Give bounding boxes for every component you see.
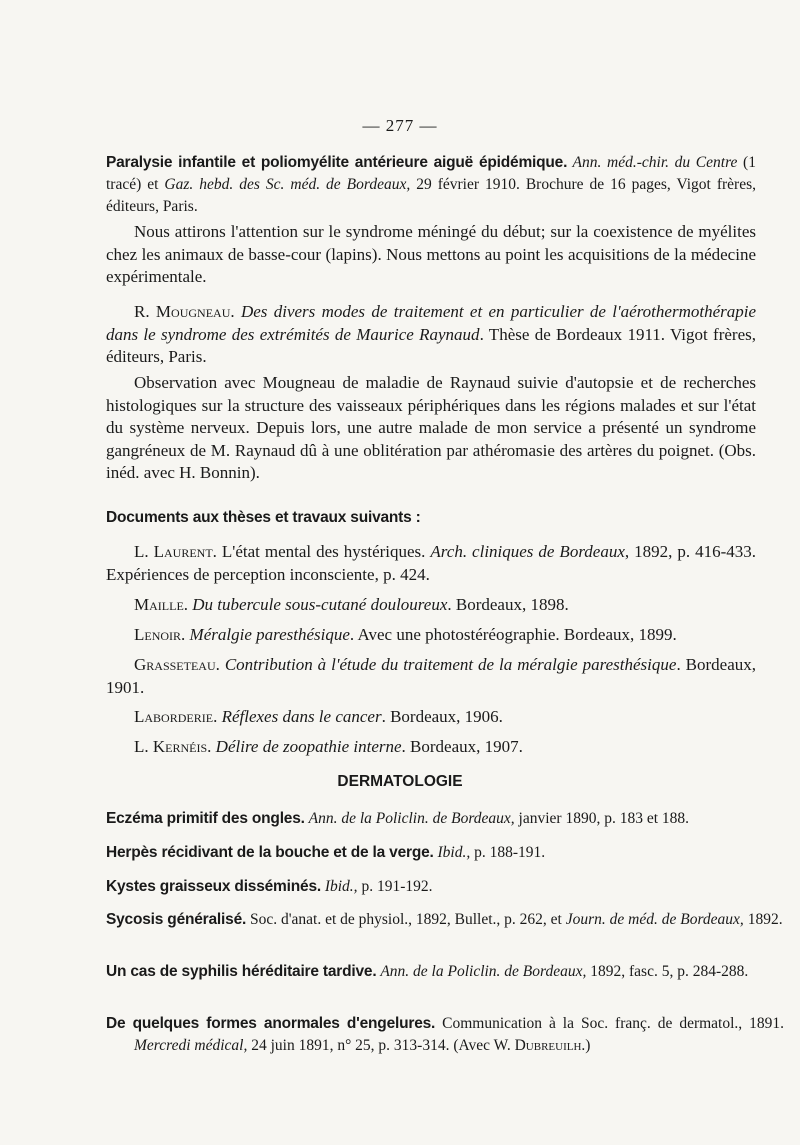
entry-title: Paralysie infantile et poliomyélite antérieure aiguë épidémique. [106, 154, 568, 171]
dermatologie-item: Kystes graisseux disséminés. Ibid., p. 191-192. [106, 878, 433, 895]
document-item: L. Laurent. L'état mental des hystériques. Arch. cliniques de Bordeaux, 1892, p. 416-433. Expériences de perception inconsciente, p. 424. [106, 542, 756, 584]
documents-heading: Documents aux thèses et travaux suivants : [106, 509, 421, 526]
entry-mougneau-ref: R. Mougneau. Des divers modes de traitement et en particulier de l'aérothermothérapie dans le syndrome des extrémités de Maurice Raynaud. Thèse de Bordeaux 1911. Vigot frères, éditeurs, Paris. [106, 302, 757, 366]
author-name: Laborderie [134, 707, 214, 726]
page-number: — 277 — [362, 116, 438, 135]
work-title: Des divers modes de traitement et en particulier de l'aérothermothérapie dans le syndrome des extrémités de Maurice Raynaud [106, 302, 757, 344]
dermatologie-item: De quelques formes anormales d'engelures. Communication à la Soc. franç. de dermatol., 1891. Mercredi médical, 24 juin 1891, n° 25, p. 313-314. (Avec W. Dubreuilh.) [106, 1015, 784, 1054]
author-name: Laurent [153, 542, 213, 561]
document-item: Lenoir. Méralgie paresthésique. Avec une photostéréographie. Bordeaux, 1899. [134, 625, 677, 644]
entry-paralysie-ref: Paralysie infantile et poliomyélite antérieure aiguë épidémique. Ann. méd.-chir. du Centre (1 tracé) et Gaz. hebd. des Sc. méd. de Bordeaux, 29 février 1910. Brochure de 16 pages, Vigot frères, éditeurs, Paris. [106, 154, 756, 215]
author-name: Maille [134, 595, 184, 614]
document-item: Grasseteau. Contribution à l'étude du traitement de la méralgie paresthésique. Bordeaux, 1901. [106, 655, 756, 697]
author-name: Lenoir [134, 625, 182, 644]
document-item: Laborderie. Réflexes dans le cancer. Bordeaux, 1906. [134, 707, 503, 726]
author-name: Grasseteau [134, 655, 216, 674]
dermatologie-item: Herpès récidivant de la bouche et de la verge. Ibid., p. 188-191. [106, 844, 546, 861]
document-item: L. Kernéis. Délire de zoopathie interne. Bordeaux, 1907. [134, 737, 523, 756]
author-name: Kernéis [152, 737, 208, 756]
author-name: Mougneau [155, 302, 231, 321]
entry-paralysie-paragraph: Nous attirons l'attention sur le syndrome méningé du début; sur la coexistence de myélites chez les animaux de basse-cour (lapins). Nous mettons au point les acquisitions de la médecine expérimentale. [106, 222, 756, 286]
dermatologie-item: Un cas de syphilis héréditaire tardive. Ann. de la Policlin. de Bordeaux, 1892, fasc. 5, p. 284-288. [106, 963, 749, 980]
document-item: Maille. Du tubercule sous-cutané douloureux. Bordeaux, 1898. [134, 595, 569, 614]
entry-mougneau-paragraph: Observation avec Mougneau de maladie de Raynaud suivie d'autopsie et de recherches histologiques sur la structure des vaisseaux périphériques dans les régions malades et sur l'état du système nerveux. Depuis lors, une autre malade de mon service a présenté un syndrome gangréneux de M. Raynaud dû à une oblitération par athéromasie des artères du poignet. (Obs. inéd. avec H. Bonnin). [106, 373, 756, 482]
dermatologie-item: Eczéma primitif des ongles. Ann. de la Policlin. de Bordeaux, janvier 1890, p. 183 et 188. [106, 810, 690, 827]
section-heading-dermatologie: DERMATOLOGIE [337, 773, 463, 790]
dermatologie-item: Sycosis généralisé. Soc. d'anat. et de physiol., 1892, Bullet., p. 262, et Journ. de méd. de Bordeaux, 1892. [106, 911, 783, 928]
